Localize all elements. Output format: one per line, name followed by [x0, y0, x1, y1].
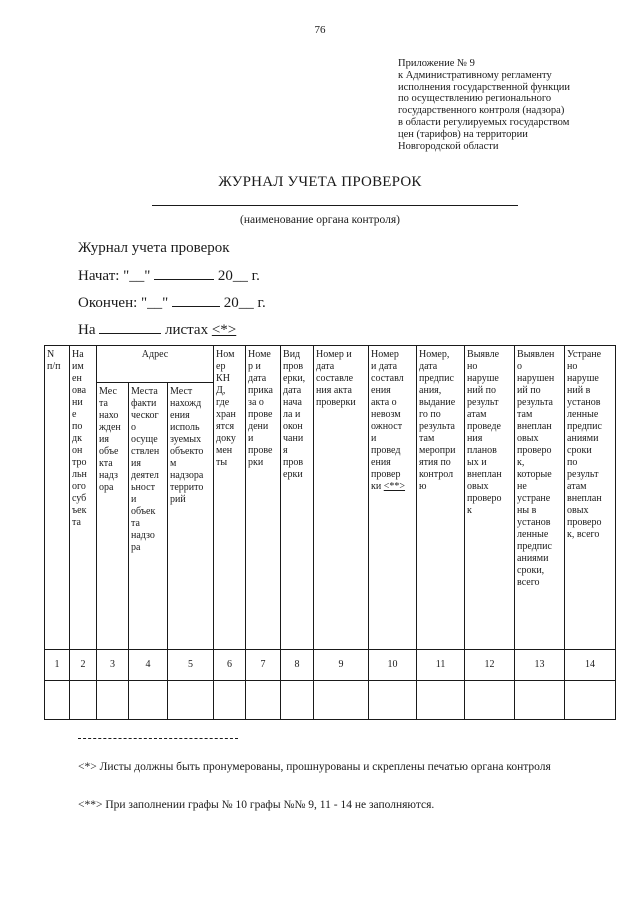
footnote-separator: [78, 738, 238, 739]
sheets-suffix: листах: [165, 322, 209, 338]
column-number-cell: 14: [565, 650, 616, 681]
empty-cell: [515, 681, 565, 720]
header-cell-kn-number: Ном ер КН Д, где хран ятся доку мен ты: [214, 346, 246, 650]
appendix-line: цен (тарифов) на территории: [398, 128, 528, 140]
header-cell-number: N п/п: [45, 346, 70, 650]
org-name-line: [152, 205, 518, 206]
column-number-cell: 13: [515, 650, 565, 681]
journal-heading: Журнал учета проверок: [78, 240, 230, 256]
empty-cell: [168, 681, 214, 720]
header-cell-prescription: Номер, дата предпис ания, выдание го по результа там меропри ятия по контрол ю: [417, 346, 465, 650]
column-number-cell: 7: [246, 650, 281, 681]
column-number-cell: 12: [465, 650, 515, 681]
started-year: 20__ г.: [217, 268, 260, 284]
column-number-cell: 11: [417, 650, 465, 681]
journal-ended-line: [78, 294, 266, 312]
sheets-footnote-ref: <*>: [211, 322, 237, 338]
empty-cell: [281, 681, 314, 720]
header-cell-address-activity: Места факти ческог о осуще ствлен ия деятел ьност и объек та надзо ра: [129, 383, 168, 650]
column-number-cell: 4: [129, 650, 168, 681]
impossibility-footnote-ref: <**>: [383, 481, 406, 492]
impossibility-act-text: Номер и дата составл ения акта о невозм ожност и провед ения провер ки: [371, 349, 404, 492]
table-header-row: [45, 346, 616, 383]
header-cell-subject-name: На им ен ова ни е по дк он тро льн ого суб ъек та: [70, 346, 97, 650]
column-number-cell: 8: [281, 650, 314, 681]
empty-cell: [97, 681, 129, 720]
column-number-cell: 2: [70, 650, 97, 681]
appendix-line: государственного контроля (надзора): [398, 105, 565, 117]
header-cell-order: Номе р и дата прика за о прове дени и прове рки: [246, 346, 281, 650]
appendix-line: исполнения государственной функции: [398, 81, 571, 93]
table-column-numbers-row: [45, 650, 616, 681]
appendix-line: Приложение № 9: [398, 58, 475, 69]
column-number-cell: 1: [45, 650, 70, 681]
empty-cell: [465, 681, 515, 720]
table-empty-row: [45, 681, 616, 720]
empty-cell: [45, 681, 70, 720]
empty-cell: [214, 681, 246, 720]
ended-year: 20__ г.: [223, 295, 266, 311]
header-cell-address-objects: Мест нахожд ения исполь зуемых объекто м надзора террито рий: [168, 383, 214, 650]
document-title: ЖУРНАЛ УЧЕТА ПРОВЕРОК: [218, 174, 422, 190]
appendix-line: по осуществлению регионального: [398, 93, 552, 105]
inspection-journal-table: [44, 345, 616, 720]
empty-cell: [417, 681, 465, 720]
footnote-column-ten: <**> При заполнении графы № 10 графы №№ 9, 11 - 14 не заполняются.: [78, 799, 435, 811]
column-number-cell: 10: [369, 650, 417, 681]
header-cell-violations-found: Выявле но наруше ний по результ атам проведе ния планов ых и внеплан овых проверо к: [465, 346, 515, 650]
header-cell-violations-unfixed: Выявлен о нарушен ий по результа там внеплан овых проверо к, которые не устране ны в установ ленные предпис аниями сроки, всего: [515, 346, 565, 650]
ended-month-blank: [172, 294, 220, 307]
started-month-blank: [154, 267, 214, 280]
appendix-line: к Административному регламенту: [398, 69, 552, 81]
empty-cell: [129, 681, 168, 720]
empty-cell: [70, 681, 97, 720]
header-cell-act: Номер и дата составле ния акта проверки: [314, 346, 369, 650]
column-number-cell: 6: [214, 650, 246, 681]
footnote-sheets: <*> Листы должны быть пронумерованы, прошнурованы и скреплены печатью органа контроля: [78, 761, 551, 773]
header-cell-impossibility-act: [369, 346, 417, 650]
journal-started-line: [78, 267, 260, 285]
empty-cell: [246, 681, 281, 720]
column-number-cell: 5: [168, 650, 214, 681]
column-number-cell: 3: [97, 650, 129, 681]
empty-cell: [314, 681, 369, 720]
header-cell-inspection-type: Вид пров ерки, дата нача ла и окон чани я пров ерки: [281, 346, 314, 650]
org-name-caption: (наименование органа контроля): [240, 214, 400, 226]
sheets-prefix: На: [78, 322, 96, 338]
column-number-cell: 9: [314, 650, 369, 681]
page-number: 76: [314, 24, 326, 36]
appendix-block: [398, 58, 628, 152]
sheets-count-blank: [99, 321, 161, 334]
appendix-line: в области регулируемых государством: [398, 116, 570, 128]
journal-sheets-line: [78, 321, 236, 339]
started-prefix: Начат: "__": [78, 268, 151, 284]
header-cell-address: Адрес: [97, 346, 214, 383]
header-cell-violations-fixed: Устране но наруше ний в установ ленные предпис аниями сроки по результ атам внеплан овых проверо к, всего: [565, 346, 616, 650]
empty-cell: [565, 681, 616, 720]
appendix-line: Новгородской области: [398, 140, 499, 152]
ended-prefix: Окончен: "__": [78, 295, 169, 311]
header-cell-address-location: Мес та нахо жден ия объе кта надз ора: [97, 383, 129, 650]
empty-cell: [369, 681, 417, 720]
